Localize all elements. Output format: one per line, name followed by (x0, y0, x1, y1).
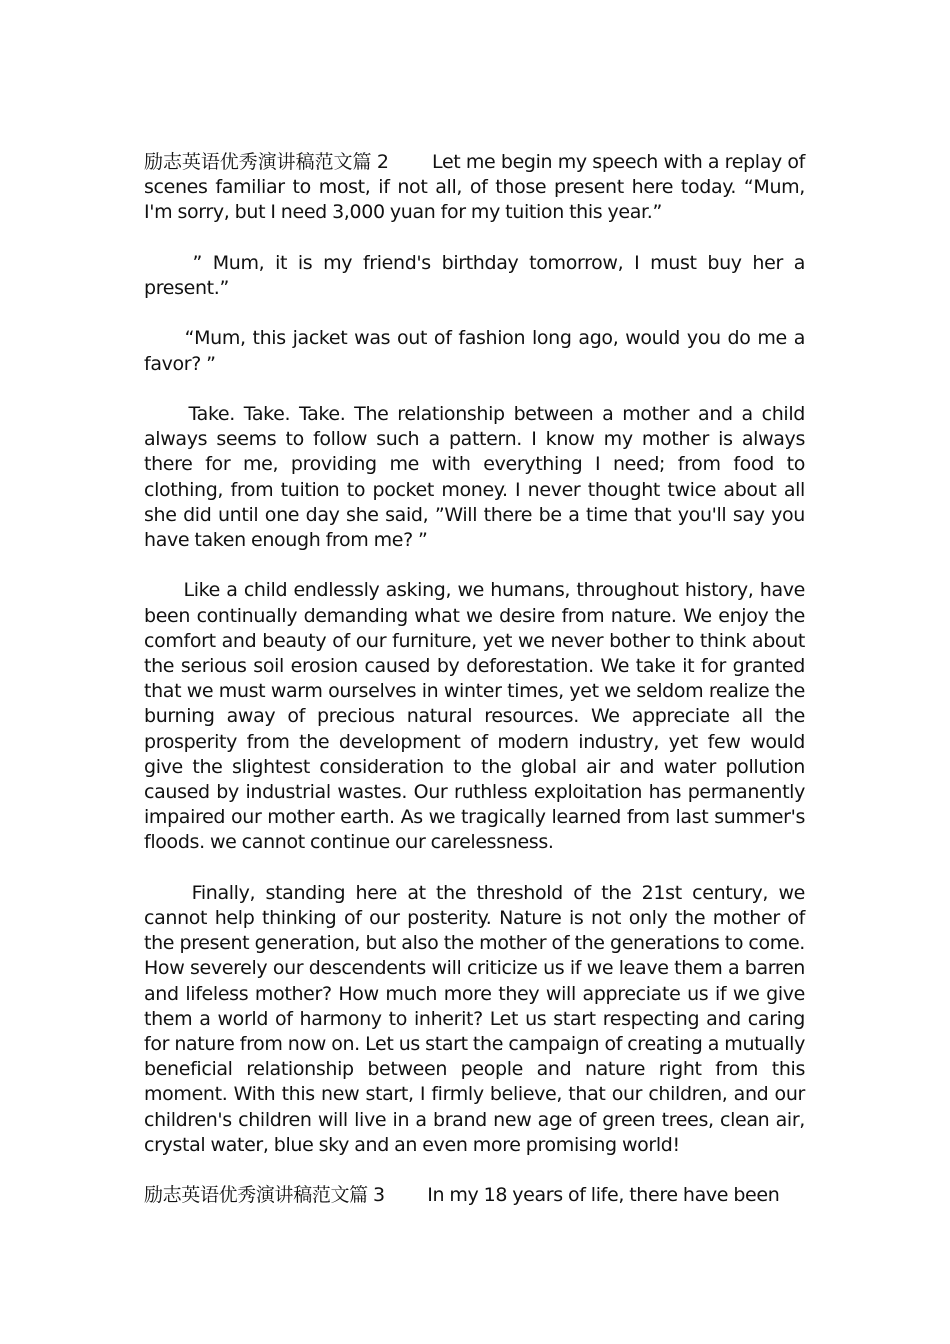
document-body (144, 150, 811, 1208)
paragraph-posterity: Finally, standing here at the threshold of the 21st century, we cannot help thinking of our posterity. Nature is not only the mother of the present generation, but also the mother of the generations to come. How severely our descendents will criticize us if we leave them a barren and lifeless mother? How much more they will appreciate us if we give them a world of harmony to inherit? Let us start respecting and caring for nature from now on. Let us start the campaign of creating a mutually beneficial relationship between people and nature right from this moment. With this new start, I firmly believe, that our children, and our children's children will live in a brand new age of green trees, clean air, crystal water, blue sky and an even more promising world! (144, 881, 811, 1156)
paragraph-jacket-quote: “Mum, this jacket was out of fashion long ago, would you do me a favor? ” (144, 327, 811, 375)
paragraph-section-3-intro: 励志英语优秀演讲稿范文篇 3 In my 18 years of life, there have been (144, 1184, 780, 1207)
paragraph-take-take-take: Take. Take. Take. The relationship between a mother and a child always seems to follow such a pattern. I know my mother is always there for me, providing me with everything I need; from food to clothing, from tuition to pocket money. I never thought twice about all she did until one day she said, ”Will there be a time that you'll say you have taken enough from me? ” (144, 402, 811, 551)
paragraph-humans-and-nature: Like a child endlessly asking, we humans, throughout history, have been continually demanding what we desire from nature. We enjoy the comfort and beauty of our furniture, yet we never bother to think about the serious soil erosion caused by deforestation. We take it for granted that we must warm ourselves in winter times, yet we seldom realize the burning away of precious natural resources. We appreciate all the prosperity from the development of modern industry, yet few would give the slightest consideration to the global air and water pollution caused by industrial wastes. Our ruthless exploitation has permanently impaired our mother earth. As we tragically learned from last summer's floods. we cannot continue our carelessness. (144, 579, 811, 854)
paragraph-section-2-intro: 励志英语优秀演讲稿范文篇 2 Let me begin my speech with a replay of scenes familiar to most, if not all, of those present here today. “Mum, I'm sorry, but I need 3,000 yuan for my tuition this year.” (144, 151, 811, 224)
paragraph-birthday-quote: ” Mum, it is my friend's birthday tomorrow, I must buy her a present.” (144, 251, 811, 299)
